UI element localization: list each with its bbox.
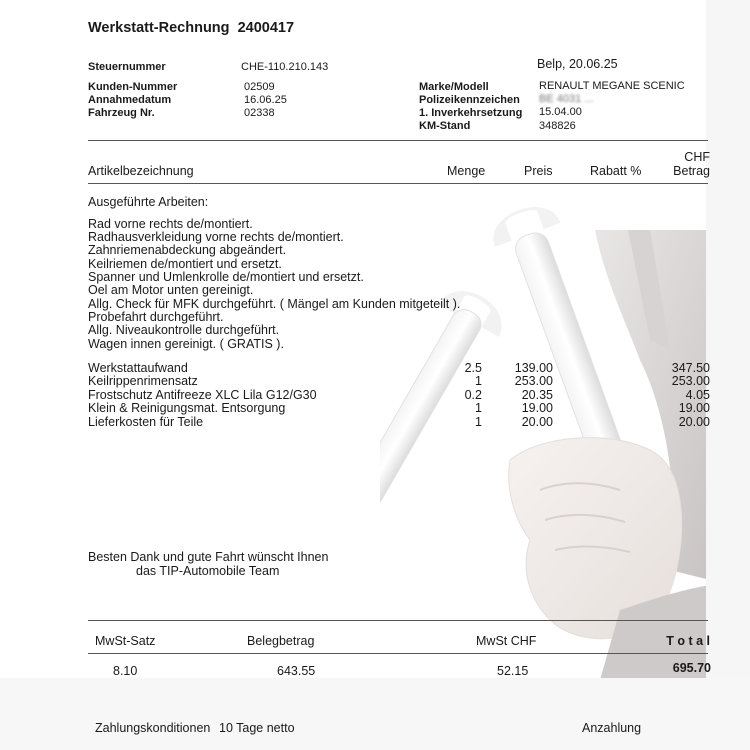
work-line: Wagen innen gereinigt. ( GRATIS ).: [88, 337, 284, 351]
vehicle-number-label: Fahrzeug Nr.: [88, 107, 155, 119]
make-model-label: Marke/Modell: [419, 81, 489, 93]
deposit-label: Anzahlung: [582, 721, 642, 735]
col-currency: CHF: [684, 150, 710, 164]
total-value: 695.70: [672, 661, 711, 675]
base-amount-value: 643.55: [277, 664, 316, 678]
header-top-rule: [88, 140, 708, 141]
totals-top-rule: [88, 620, 708, 621]
item-amount: 19.00: [678, 401, 710, 415]
vat-amount-value: 52.15: [497, 664, 529, 678]
work-line: Allg. Check für MFK durchgeführt. ( Mängel am Kunden mitgeteilt ).: [88, 297, 461, 311]
work-line: Oel am Motor unten gereinigt.: [88, 283, 254, 297]
customer-number-label: Kunden-Nummer: [88, 81, 178, 93]
work-line: Allg. Niveaukontrolle durchgeführt.: [88, 323, 280, 337]
item-price: 139.00: [514, 361, 553, 375]
license-plate-value: BE 4031 ...: [539, 93, 594, 105]
item-quantity: 0.2: [464, 388, 482, 402]
thanks-line-2: das TIP-Automobile Team: [136, 564, 280, 578]
item-quantity: 1: [475, 401, 482, 415]
customer-number-value: 02509: [244, 81, 275, 93]
work-line: Zahnriemenabdeckung abgeändert.: [88, 243, 287, 257]
total-label: T o t a l: [666, 634, 710, 648]
make-model-value: RENAULT MEGANE SCENIC: [539, 80, 685, 92]
vat-rate-value: 8.10: [113, 664, 138, 678]
item-price: 253.00: [514, 374, 553, 388]
work-line: Keilriemen de/montiert und ersetzt.: [88, 257, 282, 271]
item-amount: 347.50: [671, 361, 710, 375]
item-amount: 20.00: [678, 415, 710, 429]
col-amount: Betrag: [673, 164, 710, 178]
item-description: Werkstattaufwand: [88, 361, 188, 375]
col-price: Preis: [524, 164, 553, 178]
tax-value: CHE-110.210.143: [241, 61, 329, 73]
base-amount-label: Belegbetrag: [247, 634, 315, 648]
payment-terms-label: Zahlungskonditionen: [95, 721, 211, 735]
item-quantity: 1: [475, 415, 482, 429]
work-line: Spanner und Umlenkrolle de/montiert und ersetzt.: [88, 270, 364, 284]
right-margin-shade: [706, 0, 750, 750]
payment-terms-value: 10 Tage netto: [219, 721, 295, 735]
totals-mid-rule: [88, 653, 708, 654]
work-line: Radhausverkleidung vorne rechts de/montiert.: [88, 230, 344, 244]
thanks-line-1: Besten Dank und gute Fahrt wünscht Ihnen: [88, 550, 329, 564]
vehicle-number-value: 02338: [244, 107, 275, 119]
col-description: Artikelbezeichnung: [88, 164, 194, 178]
place-date: Belp, 20.06.25: [537, 57, 618, 71]
acceptance-date-label: Annahmedatum: [88, 94, 172, 106]
item-description: Frostschutz Antifreeze XLC Lila G12/G30: [88, 388, 317, 402]
item-description: Keilrippenrimensatz: [88, 374, 198, 388]
item-quantity: 2.5: [464, 361, 482, 375]
item-amount: 253.00: [671, 374, 710, 388]
item-price: 20.35: [521, 388, 553, 402]
license-plate-label: Polizeikennzeichen: [419, 94, 520, 106]
tax-label: Steuernummer: [88, 61, 166, 73]
vat-amount-label: MwSt CHF: [476, 634, 537, 648]
item-price: 19.00: [521, 401, 553, 415]
vat-rate-label: MwSt-Satz: [95, 634, 156, 648]
col-quantity: Menge: [447, 164, 486, 178]
wrench-hand-photo: [380, 190, 710, 680]
invoice-number: 2400417: [237, 20, 295, 36]
work-line: Probefahrt durchgeführt.: [88, 310, 224, 324]
item-amount: 4.05: [685, 388, 710, 402]
item-price: 20.00: [521, 415, 553, 429]
item-description: Lieferkosten für Teile: [88, 415, 204, 429]
footer-band: [0, 678, 750, 750]
first-registration-label: 1. Inverkehrsetzung: [419, 107, 523, 119]
work-line: Rad vorne rechts de/montiert.: [88, 217, 253, 231]
header-bottom-rule: [88, 183, 708, 184]
item-description: Klein & Reinigungsmat. Entsorgung: [88, 401, 286, 415]
first-registration-value: 15.04.00: [539, 106, 582, 118]
invoice-title: Werkstatt-Rechnung 2400417: [88, 20, 295, 36]
acceptance-date-value: 16.06.25: [244, 94, 287, 106]
col-discount: Rabatt %: [590, 164, 642, 178]
work-heading: Ausgeführte Arbeiten:: [88, 195, 209, 209]
item-quantity: 1: [475, 374, 482, 388]
mileage-label: KM-Stand: [419, 120, 471, 132]
mileage-value: 348826: [539, 120, 576, 132]
